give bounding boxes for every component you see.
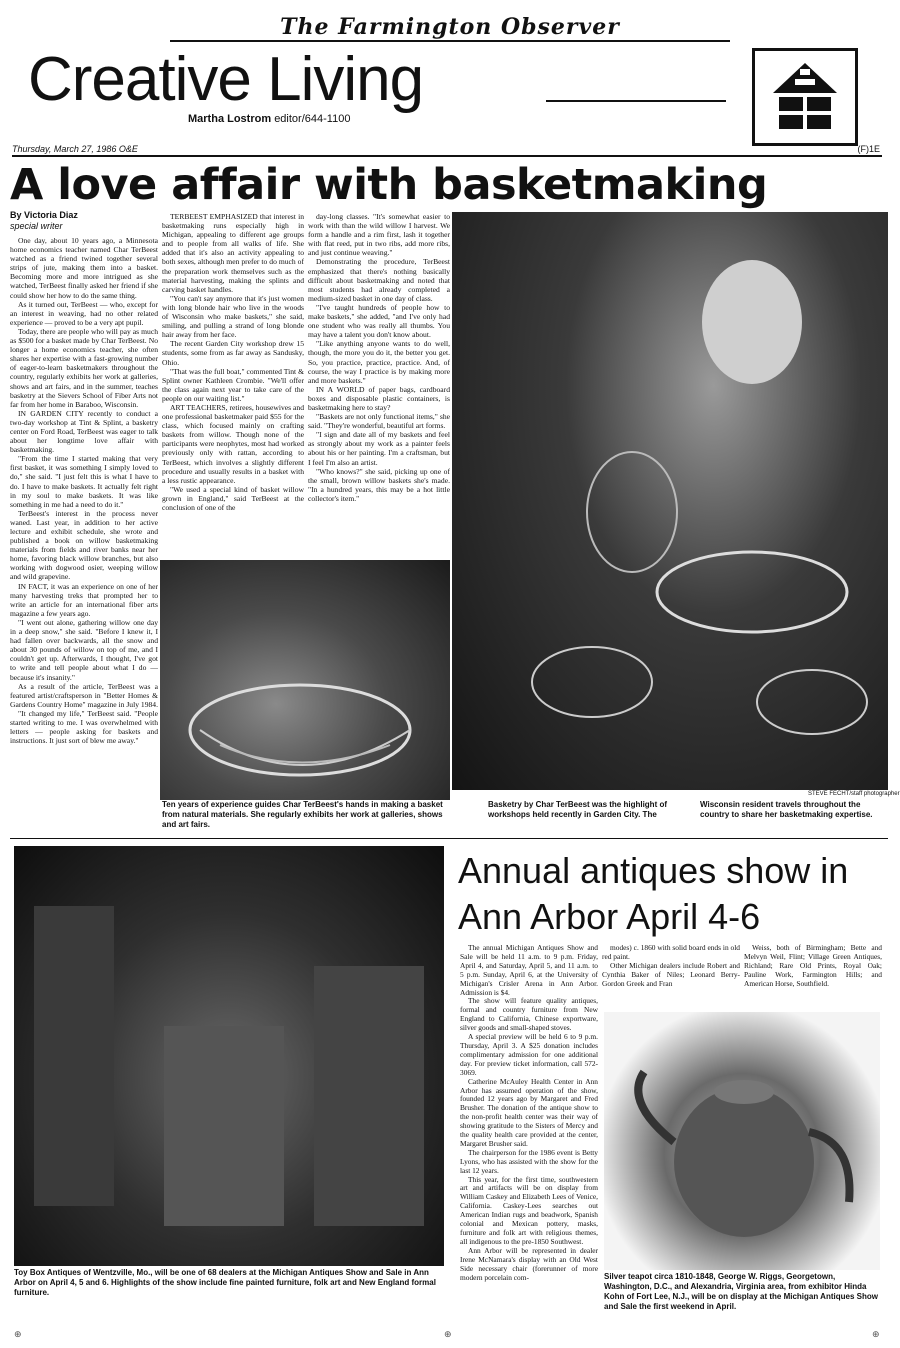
paragraph: "You can't say anymore that it's just women with long blonde hair who live in the woods of Wisconsin who make baskets," she said, smiling, and pulling a strand of long blonde hair away from her face.	[162, 293, 304, 340]
paragraph: "We used a special kind of basket willow grown in England," said TerBeest at the conclusion of one of the	[162, 484, 304, 512]
photo-terbeest-with-baskets	[452, 212, 888, 790]
paragraph: "From the time I started making that very first basket, it was something I simply loved to do," she said. "I just felt this is what I have to do. I have to make baskets. It actually felt right in my soul to make baskets. It was like something in me had a need to do it."	[10, 454, 158, 509]
paragraph: "Like anything anyone wants to do well, though, the more you do it, the better you get. So, you practice, practice, practice. And, of course, the way I practice is by making more and more baskets."	[308, 339, 450, 385]
masthead: The Farmington Observer	[280, 14, 620, 40]
paragraph: IN GARDEN CITY recently to conduct a two-day workshop at Tint & Splint, a basketry center on Ford Road, TerBeest was eager to talk about her longtime love affair with basketmaking.	[10, 408, 158, 455]
section-divider	[10, 838, 888, 839]
story-column-2	[162, 212, 304, 562]
editor-phone: editor/644-1100	[274, 113, 351, 125]
house-logo-graphic	[755, 51, 855, 143]
paragraph: This year, for the first time, southwestern art and artifacts will be on display from William Caskey and Elizabeth Lees of Venice, California. Caskey-Lees searches out American Indian rugs and beadwork, Spanish colonial and Mexican pottery, masks, furniture and folk art with religious themes, all indigenous to the pre-1850 Southwest.	[460, 1174, 598, 1246]
basket-illustration	[160, 560, 450, 800]
paragraph: The annual Michigan Antiques Show and Sale will be held 11 a.m. to 9 p.m. Friday, April 4, and Saturday, April 5, and 11 a.m. to 5 p.m. Sunday, April 6, at the University of Michigan's Crisler Arena in Ann Arbor. Admission is $4.	[460, 944, 598, 997]
house-logo-icon	[752, 48, 858, 146]
paragraph: TerBeest's interest in the process never waned. Last year, in addition to her active lecture and exhibit schedule, she wrote and published a book on willow basketmaking materials from fields and river banks near her home, favoring black willow branches, but also working with dogwood osier, weeping willow and wild grapevine.	[10, 508, 158, 582]
story-column-1	[10, 236, 158, 830]
paragraph: Other Michigan dealers include Robert and Cynthia Baker of Niles; Leonard Berry-Gordon Greek and Fran	[602, 960, 740, 988]
shop-illustration	[14, 846, 444, 1266]
registration-mark: ⊕	[444, 1330, 452, 1340]
paragraph: Catherine McAuley Health Center in Ann Arbor has assumed operation of the show, founded 12 years ago by Margaret and Fred Brusher. The donation of the antique show to the non-profit health center was their way of showing gratitude to the Sisters of Mercy and the quality health care provided at the center, Margaret Brusher said.	[460, 1076, 598, 1148]
paragraph: As a result of the article, TerBeest was a featured artist/craftsperson in "Better Homes & Gardens Country Home" magazine in July 1984.	[10, 681, 158, 709]
headline: A love affair with basketmaking	[10, 160, 768, 210]
paragraph: Demonstrating the procedure, TerBeest emphasized that there's nothing basically difficult about basketmaking and noted that most students had already completed a medium-sized basket in one day of class.	[308, 257, 450, 303]
paragraph: Weiss, both of Birmingham; Bette and Melvyn Weil, Flint; Village Green Antiques, Richland; Rare Old Prints, Royal Oak; Pauline Work, Farmington Hills; and American Horse, Southfield.	[744, 944, 882, 988]
baskets-illustration	[452, 212, 888, 790]
paragraph: A special preview will be held 6 to 9 p.m. Thursday, April 3. A $25 donation includes complimentary admission for one additional day. For preview ticket information, call 572-3069.	[460, 1032, 598, 1077]
antiques-column-2	[602, 944, 740, 1004]
paragraph: The recent Garden City workshop drew 15 students, some from as far away as Sandusky, Ohio.	[162, 339, 304, 367]
antiques-column-1	[460, 944, 598, 1284]
antiques-column-3	[744, 944, 882, 1004]
editor-name: Martha Lostrom	[188, 113, 272, 125]
photo-credit: STEVE FECHT/staff photographer	[808, 791, 900, 797]
caption-main-left: Basketry by Char TerBeest was the highlight of workshops held recently in Garden City. The	[488, 800, 668, 819]
byline	[10, 210, 78, 232]
paragraph: The show will feature quality antiques, formal and country furniture from New England to California, Chinese exportware, silver goods and small-shaped stoves.	[460, 996, 598, 1033]
paragraph: "I went out alone, gathering willow one day in a deep snow," she said. "Before I knew it, I had fallen over backwards, all the snow and about 30 pounds of willow on top of me, and I couldn't get up. Afterwards, I thought, I've got to write and tell people about what I do — because it's insanity."	[10, 617, 158, 682]
paragraph: ART TEACHERS, retirees, housewives and one professional basketmaker paid $55 for the class, which focused mainly on crafting baskets from willow. Though none of the participants were neophytes, most had worked previously only with rattan, according to TerBeest, which involves a slightly different procedure and usually results in a basket with a less rustic appearance.	[162, 402, 304, 485]
paragraph: "It changed my life," TerBeest said. "People started writing to me. I was overwhelmed with letters — people asking for baskets and instructions. It just sort of blew me away."	[10, 708, 158, 746]
registration-mark: ⊕	[872, 1330, 880, 1340]
registration-mark: ⊕	[14, 1330, 22, 1340]
paragraph: Ann Arbor will be represented in dealer Irene McNamara's display with an Old West Side necessary chair (forerunner of more modern porcelain com-	[460, 1245, 598, 1282]
photo-basket-hands	[160, 560, 450, 800]
paragraph: "Who knows?" she said, picking up one of the small, brown willow baskets she's made. "In a hundred years, this may be a hot little collector's item."	[308, 466, 450, 503]
paragraph: day-long classes. "It's somewhat easier to work with than the wild willow I harvest. We form a handle and a rim first, lash it together with flat reed, put in two ribs, add more ribs, and just continue weaving."	[308, 212, 450, 258]
section-title-rule	[546, 100, 726, 102]
dateline-rule	[12, 155, 882, 157]
paragraph: modes) c. 1860 with solid board ends in old red paint.	[602, 944, 740, 961]
page-code: (F)1E	[857, 144, 880, 154]
paragraph: "Baskets are not only functional items," she said. "They're wonderful, beautiful art forms.	[308, 412, 450, 431]
paragraph: As it turned out, TerBeest — who, except for an interest in weaving, had no other related experience — proved to be a very apt pupil.	[10, 299, 158, 327]
section-title: Creative Living	[28, 45, 424, 114]
caption-antique-shop: Toy Box Antiques of Wentzville, Mo., will be one of 68 dealers at the Michigan Antiques Show and Sale in Ann Arbor on April 4, 5 and 6. Highlights of the show include fine painted furniture, folk art and New England formal furniture.	[14, 1268, 436, 1297]
byline-author: By Victoria Diaz	[10, 210, 78, 220]
paragraph: "That was the full boat," commented Tint & Splint owner Kathleen Crombie. "We'll offer the class again next year to take care of the people on our waiting list."	[162, 366, 304, 403]
caption-main-right: Wisconsin resident travels throughout the country to share her basketmaking expertise.	[700, 800, 873, 819]
paragraph: Today, there are people who will pay as much as $500 for a basket made by Char TerBeest. No longer a home economics teacher, she often shares her expertise with a fast-growing number of eager-to-learn basketmakers throughout the country, regularly exhibits her work at galleries, shows and art fairs, and in the summer, teaches basketry at the Sievers School of Fiber Arts not far from her home in Baraboo, Wisconsin.	[10, 326, 158, 409]
caption-hands: Ten years of experience guides Char TerBeest's hands in making a basket from natural materials. She regularly exhibits her work at galleries, shows and art fairs.	[162, 800, 443, 829]
paragraph: "I sign and date all of my baskets and feel as strongly about my work as a painter feels about his or her painting. I'm a craftsman, but I feel I'm also an artist.	[308, 430, 450, 467]
paragraph: The chairperson for the 1986 event is Betty Lyons, who has assisted with the show for the last 12 years.	[460, 1147, 598, 1175]
story-column-3	[308, 212, 450, 550]
byline-role: special writer	[10, 221, 63, 231]
paragraph: "I've taught hundreds of people how to make baskets," she added, "and I've only had one student who was really all thumbs. You may have a talent you don't know about.	[308, 302, 450, 340]
antiques-headline: Annual antiques show in Ann Arbor April 4-6	[458, 850, 849, 937]
dateline: Thursday, March 27, 1986 O&E	[12, 144, 138, 154]
paragraph: IN A WORLD of paper bags, cardboard boxes and disposable plastic containers, is basketmaking here to stay?	[308, 384, 450, 412]
paragraph: TERBEEST EMPHASIZED that interest in basketmaking runs especially high in Michigan, appealing to different age groups and to people from all walks of life. She added that it's also an activity appealing to both sexes, although men prefer to do much of the preparation work themselves such as the material harvesting, making the splints and carving basket handles.	[162, 212, 304, 294]
caption-teapot: Silver teapot circa 1810-1848, George W. Riggs, Georgetown, Washington, D.C., and Alexandria, Virginia area, from exhibitor Hinda Kohn of Fort Lee, N.J., will be on display at the Michigan Antiques Show and Sale the first weekend in April.	[604, 1272, 878, 1311]
teapot-illustration	[604, 1012, 880, 1270]
paragraph: One day, about 10 years ago, a Minnesota home economics teacher named Char TerBeest watched as a friend twined together several strips of jute, making them into a basket. Becoming more and more intrigued as she watched, TerBeest finally asked her friend if she could show her how to do the same thing.	[10, 236, 158, 300]
photo-antique-shop	[14, 846, 444, 1266]
paragraph: IN FACT, it was an experience on one of her many harvesting treks that prompted her to write an article for an international fiber arts magazine a few years ago.	[10, 581, 158, 618]
photo-silver-teapot	[604, 1012, 880, 1270]
editor-line	[188, 113, 350, 125]
